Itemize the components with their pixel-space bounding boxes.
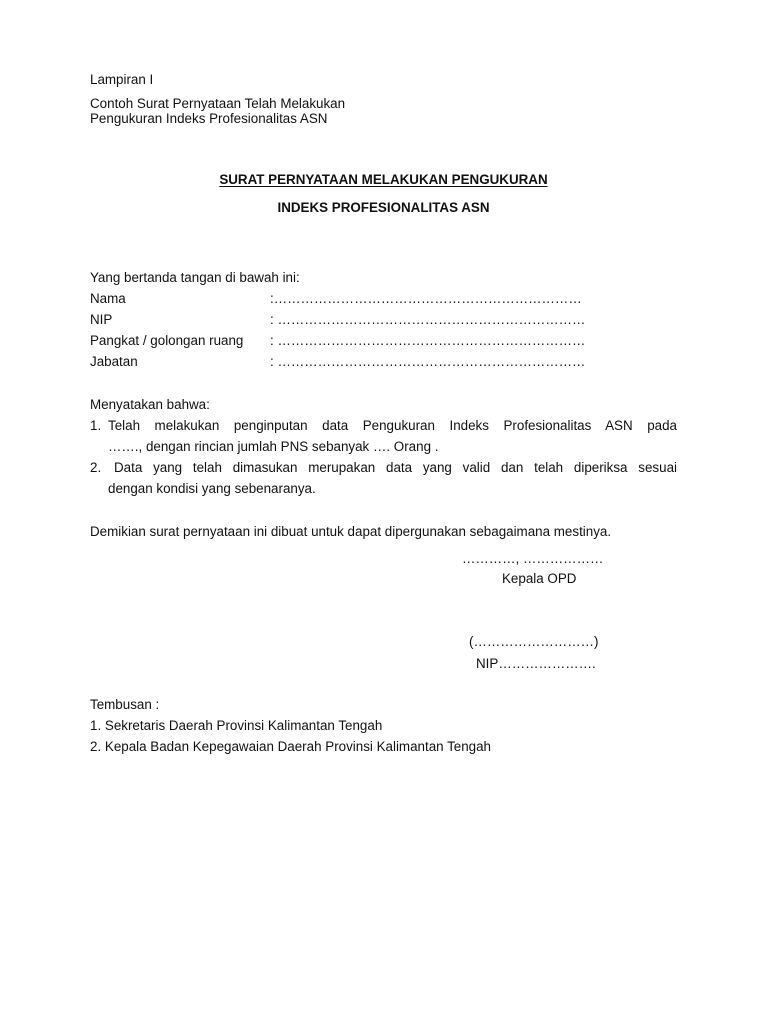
field-value: : …………………………………………………………… [270,312,586,327]
statement-item-2-line-2: dengan kondisi yang sebenaranya. [108,481,316,496]
field-label: Jabatan [90,354,138,369]
example-line-2: Pengukuran Indeks Profesionalitas ASN [90,111,328,126]
field-label: NIP [90,312,113,327]
signer-position: Kepala OPD [502,571,577,586]
statement-item-2-line-1: Data yang telah dimasukan merupakan data yang valid dan telah diperiksa sesuai [114,460,677,475]
document-title: SURAT PERNYATAAN MELAKUKAN PENGUKURAN [219,172,548,187]
closing-text: Demikian surat pernyataan ini dibuat untuk dapat dipergunakan sebagaimana mestinya. [90,524,612,539]
statement-heading: Menyatakan bahwa: [90,397,210,412]
statement-item-1-line-1: Telah melakukan penginputan data Pengukuran Indeks Profesionalitas ASN pada [108,418,677,433]
list-number: 1. [90,418,102,433]
field-value: :…………………………………………………………… [270,291,582,306]
list-number: 2. [90,460,102,475]
example-line-1: Contoh Surat Pernyataan Telah Melakukan [90,96,346,111]
signer-name: (………………………) [469,634,599,649]
intro-text: Yang bertanda tangan di bawah ini: [90,270,300,285]
field-value: : …………………………………………………………… [270,354,586,369]
attachment-label: Lampiran I [90,72,154,87]
cc-item: 2. Kepala Badan Kepegawaian Daerah Provinsi Kalimantan Tengah [90,739,492,754]
field-value: : …………………………………………………………… [270,333,586,348]
cc-heading: Tembusan : [90,697,160,712]
cc-item: 1. Sekretaris Daerah Provinsi Kalimantan Tengah [90,718,383,733]
field-label: Nama [90,291,126,306]
field-label: Pangkat / golongan ruang [90,333,244,348]
statement-item-1-line-2: ……., dengan rincian jumlah PNS sebanyak …. Orang . [108,439,439,454]
document-subtitle: INDEKS PROFESIONALITAS ASN [277,200,490,215]
signer-nip: NIP…………………. [476,656,596,671]
place-date: …………, ……………… [462,551,604,566]
